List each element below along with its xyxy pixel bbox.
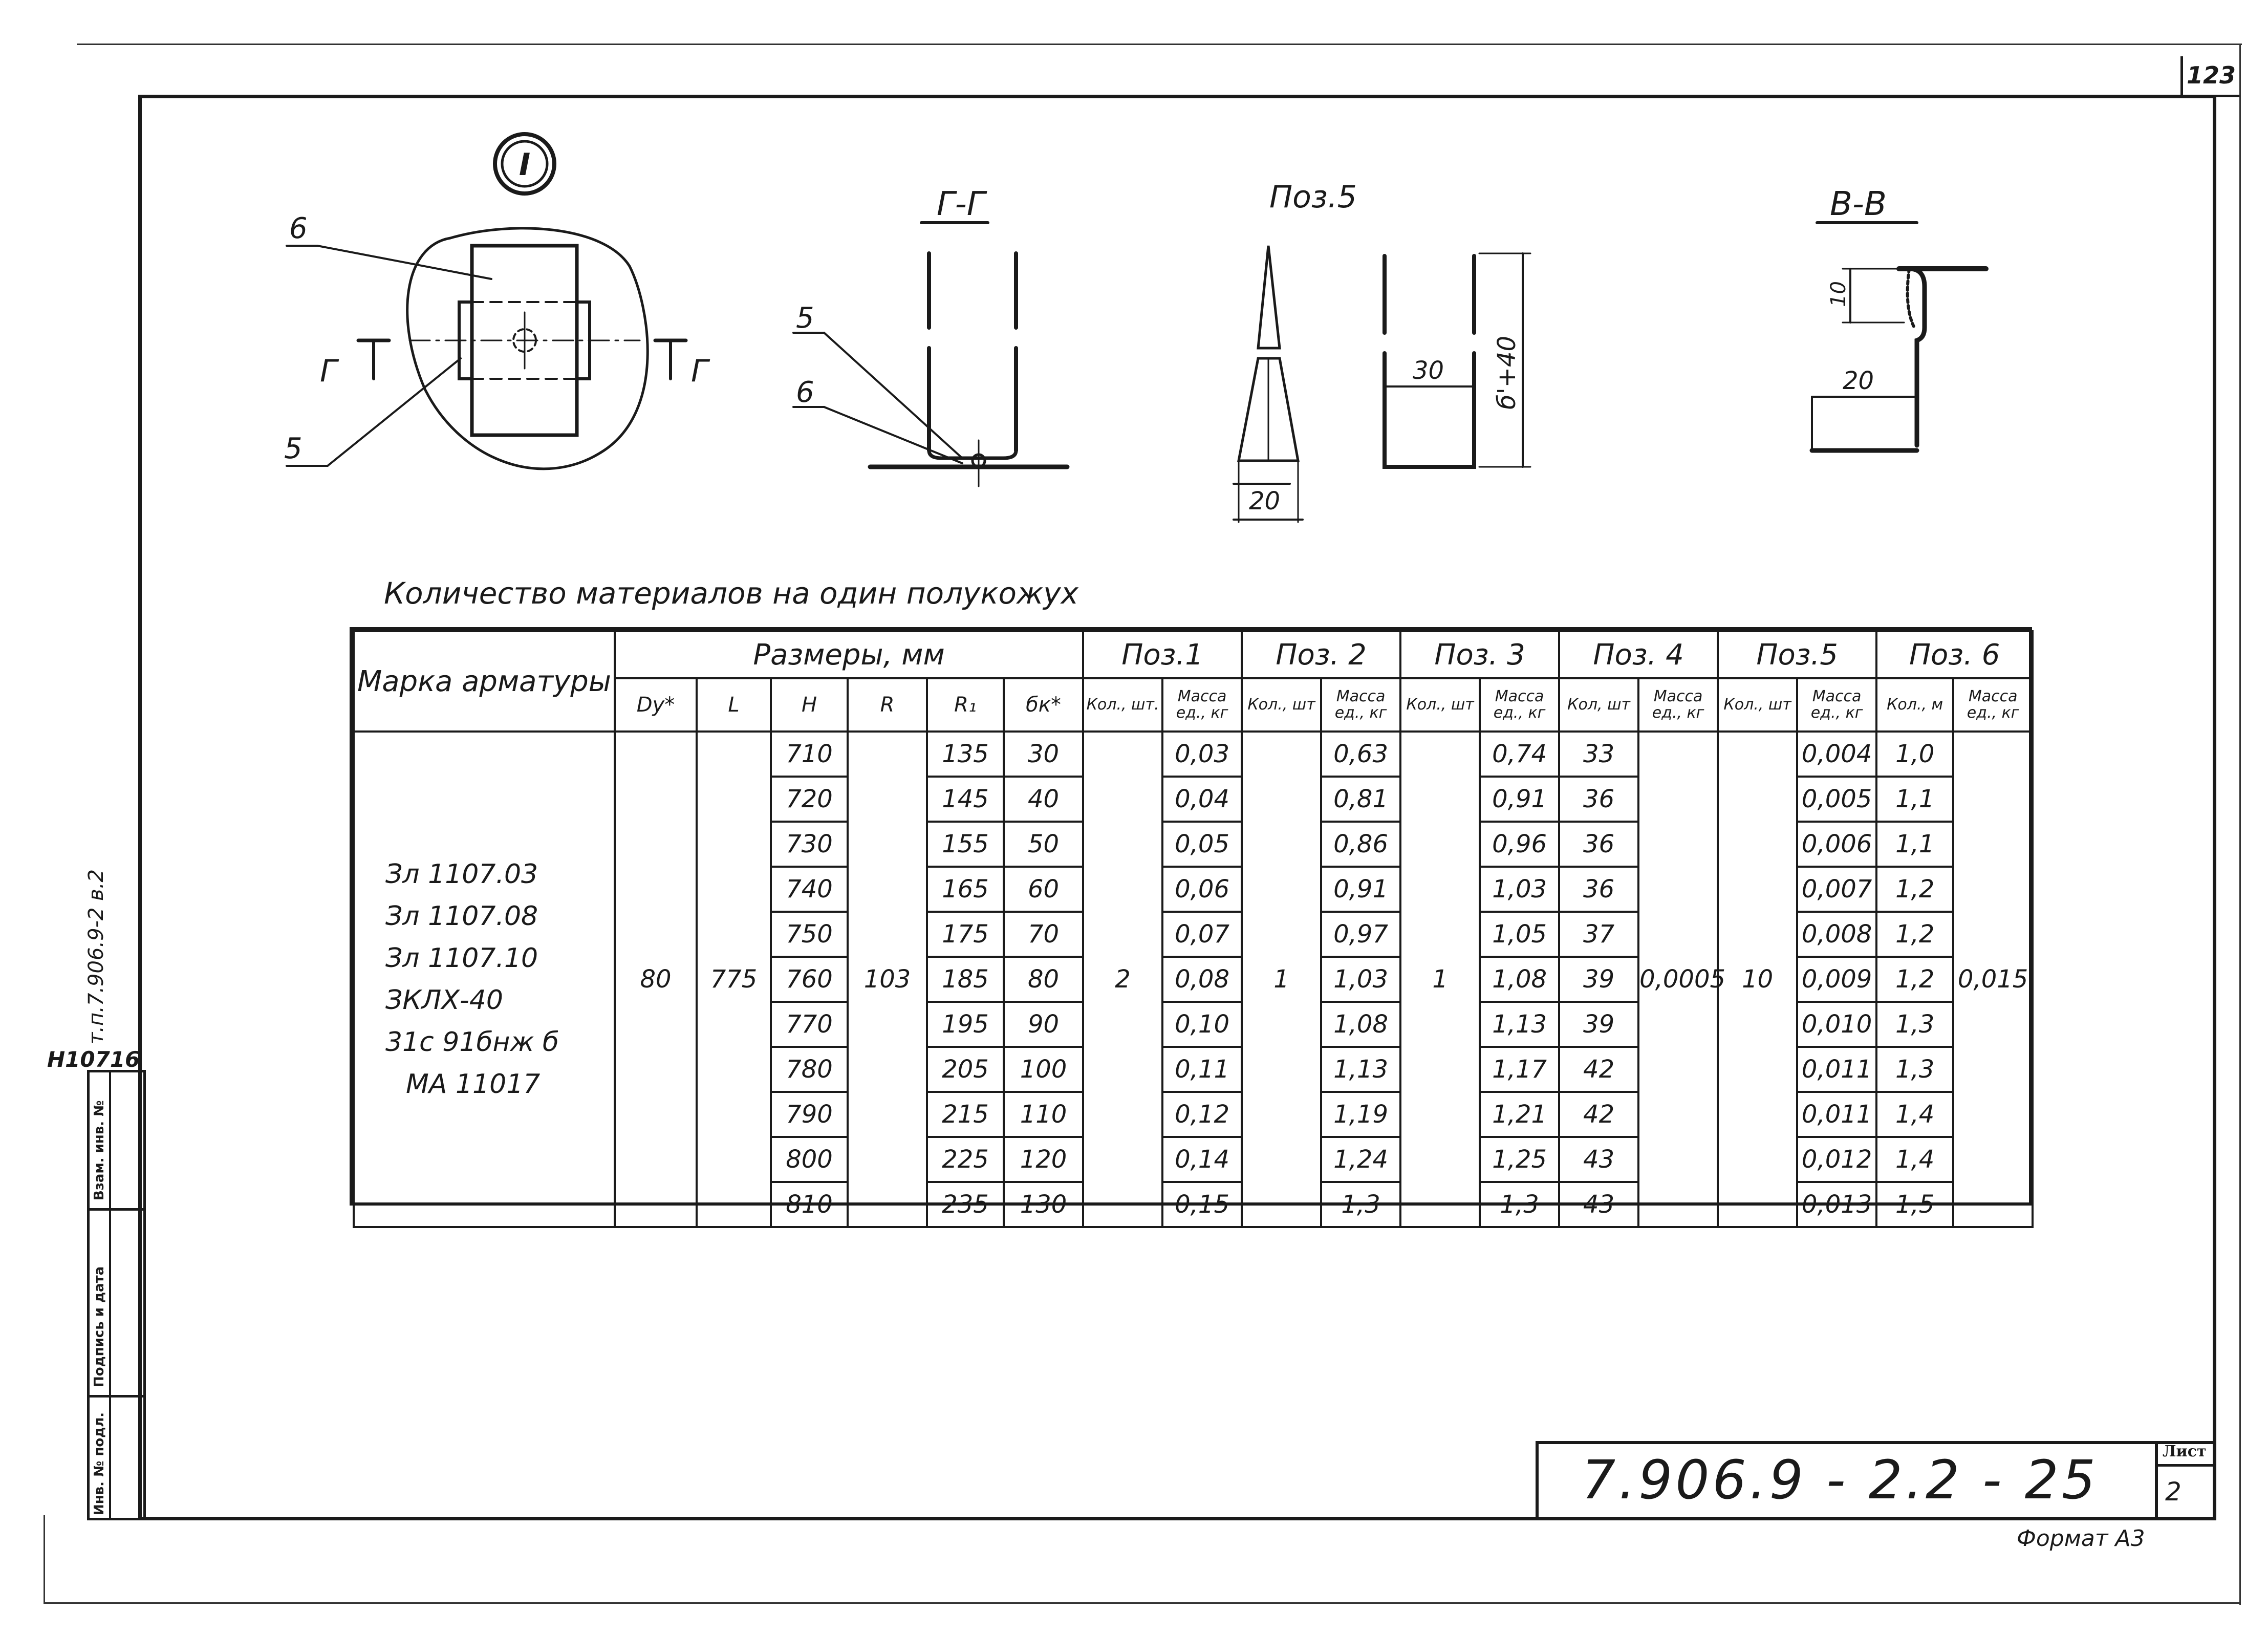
cell-pos1-mass: 0,04 xyxy=(1162,777,1242,822)
cell-pos4-qty: 33 xyxy=(1559,732,1638,777)
col-pos1-qty: Кол., шт. xyxy=(1083,678,1162,732)
cell-pos6-qty: 1,5 xyxy=(1876,1182,1953,1227)
sheet-label-divider xyxy=(2155,1464,2216,1467)
materials-grid xyxy=(353,630,2034,1228)
cell-bk: 120 xyxy=(1004,1137,1083,1182)
cell-pos2-mass: 1,3 xyxy=(1321,1182,1400,1227)
col-pos2-mass: Масса ед., кг xyxy=(1321,678,1400,732)
shared-pos5-qty: 10 xyxy=(1718,732,1797,1227)
cell-pos2-mass: 1,19 xyxy=(1321,1092,1400,1137)
section-gg-label-pos5: 5 xyxy=(796,302,814,335)
cell-pos5-mass: 0,011 xyxy=(1797,1047,1876,1092)
cell-pos6-qty: 1,1 xyxy=(1876,777,1953,822)
col-h: H xyxy=(771,678,848,732)
cell-pos6-qty: 1,1 xyxy=(1876,822,1953,867)
cell-pos3-mass: 0,91 xyxy=(1480,777,1559,822)
header-pos2: Поз. 2 xyxy=(1242,631,1400,678)
mark-item: Зл 1107.03 xyxy=(385,859,538,890)
col-pos6-qty: Кол., м xyxy=(1876,678,1953,732)
sheet-number: 123 xyxy=(2186,61,2236,89)
shared-r: 103 xyxy=(848,732,927,1227)
cell-pos3-mass: 1,3 xyxy=(1480,1182,1559,1227)
cell-pos1-mass: 0,10 xyxy=(1162,1002,1242,1047)
col-pos4-mass: Масса ед., кг xyxy=(1638,678,1718,732)
sheet-value: 2 xyxy=(2165,1477,2181,1507)
cell-pos4-qty: 36 xyxy=(1559,777,1638,822)
cell-pos5-mass: 0,011 xyxy=(1797,1092,1876,1137)
cell-h: 810 xyxy=(771,1182,848,1227)
cell-r1: 185 xyxy=(927,957,1004,1002)
cell-pos2-mass: 1,03 xyxy=(1321,957,1400,1002)
cell-bk: 40 xyxy=(1004,777,1083,822)
cell-pos2-mass: 0,91 xyxy=(1321,867,1400,912)
cell-pos6-qty: 1,4 xyxy=(1876,1092,1953,1137)
cell-pos3-mass: 1,13 xyxy=(1480,1002,1559,1047)
cell-bk: 60 xyxy=(1004,867,1083,912)
cell-pos4-qty: 37 xyxy=(1559,912,1638,957)
col-pos1-mass: Масса ед., кг xyxy=(1162,678,1242,732)
cell-pos3-mass: 1,05 xyxy=(1480,912,1559,957)
cell-h: 800 xyxy=(771,1137,848,1182)
cell-pos5-mass: 0,005 xyxy=(1797,777,1876,822)
cell-pos3-mass: 1,17 xyxy=(1480,1047,1559,1092)
col-pos4-qty: Кол, шт xyxy=(1559,678,1638,732)
cell-r1: 205 xyxy=(927,1047,1004,1092)
cell-pos5-mass: 0,009 xyxy=(1797,957,1876,1002)
side-label-signature: Подпись и дата xyxy=(92,1266,107,1387)
mark-item: Зл 1107.10 xyxy=(385,943,538,974)
cell-pos4-qty: 36 xyxy=(1559,822,1638,867)
cell-pos1-mass: 0,14 xyxy=(1162,1137,1242,1182)
document-code: 7.906.9 - 2.2 - 25 xyxy=(1582,1449,2099,1511)
side-inventory-id: Н10716 xyxy=(47,1047,140,1072)
cell-pos2-mass: 0,97 xyxy=(1321,912,1400,957)
header-pos3: Поз. 3 xyxy=(1400,631,1559,678)
col-r1: R₁ xyxy=(927,678,1004,732)
cell-pos2-mass: 1,13 xyxy=(1321,1047,1400,1092)
trim-line-bottom xyxy=(44,1602,2239,1604)
cell-pos5-mass: 0,004 xyxy=(1797,732,1876,777)
col-bk: бк* xyxy=(1004,678,1083,732)
cell-pos1-mass: 0,11 xyxy=(1162,1047,1242,1092)
cell-pos1-mass: 0,06 xyxy=(1162,867,1242,912)
cell-pos5-mass: 0,006 xyxy=(1797,822,1876,867)
cell-pos3-mass: 0,74 xyxy=(1480,732,1559,777)
cell-r1: 155 xyxy=(927,822,1004,867)
cell-pos6-qty: 1,2 xyxy=(1876,912,1953,957)
cell-pos4-qty: 42 xyxy=(1559,1092,1638,1137)
header-pos6: Поз. 6 xyxy=(1876,631,2033,678)
cell-pos2-mass: 0,81 xyxy=(1321,777,1400,822)
detail-marker: I xyxy=(519,147,531,183)
cell-pos4-qty: 39 xyxy=(1559,1002,1638,1047)
cell-bk: 130 xyxy=(1004,1182,1083,1227)
detail-label-pos5: 5 xyxy=(284,432,303,465)
cell-pos3-mass: 1,21 xyxy=(1480,1092,1559,1137)
cell-pos1-mass: 0,03 xyxy=(1162,732,1242,777)
cell-pos6-qty: 1,2 xyxy=(1876,957,1953,1002)
format-note: Формат А3 xyxy=(2017,1525,2145,1552)
cell-pos1-mass: 0,07 xyxy=(1162,912,1242,957)
cell-pos4-qty: 42 xyxy=(1559,1047,1638,1092)
shared-pos1-qty: 2 xyxy=(1083,732,1162,1227)
side-label-replacement: Взам. инв. № xyxy=(92,1100,107,1200)
cell-pos6-qty: 1,0 xyxy=(1876,732,1953,777)
marks-cell xyxy=(354,732,615,1227)
mark-item: 31с 91бнж б xyxy=(385,1027,559,1058)
side-stamp xyxy=(87,1070,146,1520)
cell-pos3-mass: 1,03 xyxy=(1480,867,1559,912)
cell-pos6-qty: 1,2 xyxy=(1876,867,1953,912)
cell-h: 760 xyxy=(771,957,848,1002)
cell-pos6-qty: 1,4 xyxy=(1876,1137,1953,1182)
pos5-title: Поз.5 xyxy=(1269,179,1357,215)
col-pos2-qty: Кол., шт xyxy=(1242,678,1321,732)
mark-item: Зл 1107.08 xyxy=(385,901,538,932)
section-gg-drawing xyxy=(793,223,1067,486)
section-gg-title: Г-Г xyxy=(937,185,985,223)
cell-pos2-mass: 1,24 xyxy=(1321,1137,1400,1182)
side-label-original: Инв. № подл. xyxy=(92,1412,107,1515)
section-vv-drawing xyxy=(1812,223,1986,450)
pos5-dim-width: 30 xyxy=(1413,356,1444,385)
cell-pos5-mass: 0,007 xyxy=(1797,867,1876,912)
sheet-label: Лист xyxy=(2163,1443,2207,1460)
cell-pos4-qty: 43 xyxy=(1559,1182,1638,1227)
cell-h: 780 xyxy=(771,1047,848,1092)
header-mark: Марка арматуры xyxy=(354,631,615,732)
pos5-dim-height: б'+40 xyxy=(1493,335,1521,410)
cut-label-left: Г xyxy=(320,353,337,389)
cell-bk: 30 xyxy=(1004,732,1083,777)
shared-pos3-qty: 1 xyxy=(1400,732,1480,1227)
pos5-dim-base: 20 xyxy=(1249,487,1281,515)
detail-i-drawing xyxy=(287,134,686,469)
section-vv-title: В-В xyxy=(1830,185,1887,223)
col-pos5-mass: Масса ед., кг xyxy=(1797,678,1876,732)
cell-h: 730 xyxy=(771,822,848,867)
detail-label-pos6: 6 xyxy=(289,212,308,245)
mark-item: МА 11017 xyxy=(406,1069,541,1100)
side-row-signature xyxy=(90,1211,143,1397)
mark-item: ЗКЛХ-40 xyxy=(385,985,503,1016)
cell-r1: 195 xyxy=(927,1002,1004,1047)
cell-pos4-qty: 36 xyxy=(1559,867,1638,912)
cell-bk: 90 xyxy=(1004,1002,1083,1047)
materials-table xyxy=(350,627,2032,1219)
header-pos1: Поз.1 xyxy=(1083,631,1242,678)
cell-bk: 50 xyxy=(1004,822,1083,867)
cell-h: 790 xyxy=(771,1092,848,1137)
cell-h: 770 xyxy=(771,1002,848,1047)
cell-pos4-qty: 39 xyxy=(1559,957,1638,1002)
section-vv-dim-20: 20 xyxy=(1843,367,1874,395)
cell-pos1-mass: 0,08 xyxy=(1162,957,1242,1002)
cell-bk: 110 xyxy=(1004,1092,1083,1137)
cell-r1: 175 xyxy=(927,912,1004,957)
cell-pos5-mass: 0,010 xyxy=(1797,1002,1876,1047)
shared-dy: 80 xyxy=(615,732,697,1227)
cell-h: 720 xyxy=(771,777,848,822)
cell-pos3-mass: 1,25 xyxy=(1480,1137,1559,1182)
cell-pos5-mass: 0,013 xyxy=(1797,1182,1876,1227)
section-vv-dim-10: 10 xyxy=(1827,281,1850,307)
pos5-drawing xyxy=(1234,246,1530,522)
col-pos3-qty: Кол., шт xyxy=(1400,678,1480,732)
cell-pos2-mass: 0,63 xyxy=(1321,732,1400,777)
side-project-code: т.п.7.906.9-2 в.2 xyxy=(84,869,108,1044)
cell-bk: 70 xyxy=(1004,912,1083,957)
cell-pos3-mass: 0,96 xyxy=(1480,822,1559,867)
cell-bk: 100 xyxy=(1004,1047,1083,1092)
drawings-area xyxy=(0,0,2268,604)
table-title: Количество материалов на один полукожух xyxy=(384,576,1078,611)
cell-pos1-mass: 0,15 xyxy=(1162,1182,1242,1227)
cell-pos6-qty: 1,3 xyxy=(1876,1002,1953,1047)
cell-pos1-mass: 0,05 xyxy=(1162,822,1242,867)
header-sizes: Размеры, мм xyxy=(615,631,1083,678)
cell-r1: 225 xyxy=(927,1137,1004,1182)
col-pos3-mass: Масса ед., кг xyxy=(1480,678,1559,732)
cell-pos1-mass: 0,12 xyxy=(1162,1092,1242,1137)
cell-r1: 145 xyxy=(927,777,1004,822)
cell-pos4-qty: 43 xyxy=(1559,1137,1638,1182)
cell-pos2-mass: 1,08 xyxy=(1321,1002,1400,1047)
shared-pos4-mass: 0,0005 xyxy=(1638,732,1718,1227)
trim-line-left xyxy=(44,1515,45,1602)
shared-l: 775 xyxy=(697,732,771,1227)
cell-pos6-qty: 1,3 xyxy=(1876,1047,1953,1092)
cell-h: 750 xyxy=(771,912,848,957)
header-pos4: Поз. 4 xyxy=(1559,631,1718,678)
side-row-original xyxy=(90,1397,143,1520)
side-row-replacement xyxy=(90,1072,143,1211)
col-l: L xyxy=(697,678,771,732)
cell-pos3-mass: 1,08 xyxy=(1480,957,1559,1002)
cell-bk: 80 xyxy=(1004,957,1083,1002)
col-pos6-mass: Масса ед., кг xyxy=(1953,678,2033,732)
table-row xyxy=(354,732,2033,777)
col-pos5-qty: Кол., шт xyxy=(1718,678,1797,732)
shared-pos6-mass: 0,015 xyxy=(1953,732,2033,1227)
cell-pos2-mass: 0,86 xyxy=(1321,822,1400,867)
cell-r1: 215 xyxy=(927,1092,1004,1137)
cell-r1: 165 xyxy=(927,867,1004,912)
shared-pos2-qty: 1 xyxy=(1242,732,1321,1227)
cell-h: 710 xyxy=(771,732,848,777)
cell-h: 740 xyxy=(771,867,848,912)
cell-pos5-mass: 0,012 xyxy=(1797,1137,1876,1182)
header-pos5: Поз.5 xyxy=(1718,631,1876,678)
col-dy: Dу* xyxy=(615,678,697,732)
cut-label-right: Г xyxy=(691,353,708,389)
cell-r1: 135 xyxy=(927,732,1004,777)
cell-r1: 235 xyxy=(927,1182,1004,1227)
section-gg-label-pos6: 6 xyxy=(796,376,814,409)
col-r: R xyxy=(848,678,927,732)
cell-pos5-mass: 0,008 xyxy=(1797,912,1876,957)
